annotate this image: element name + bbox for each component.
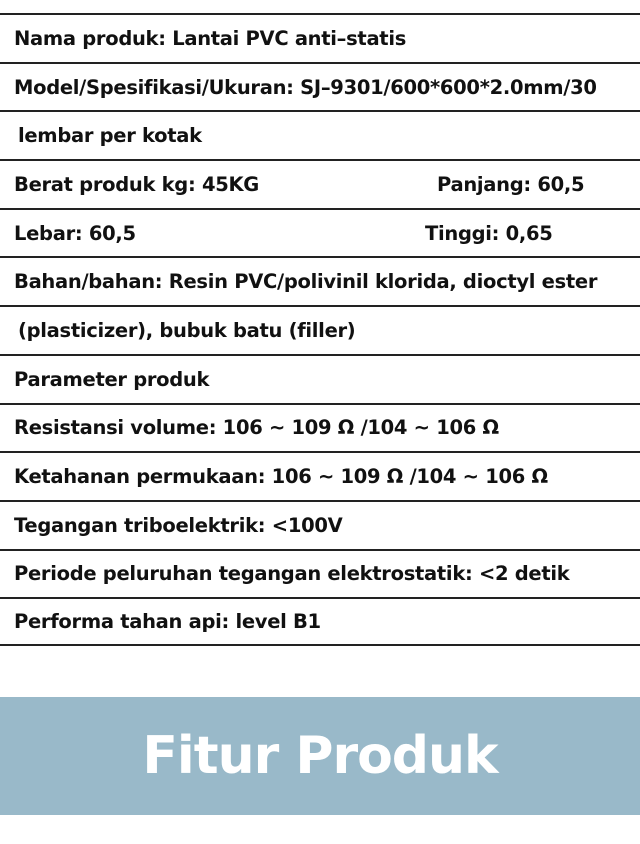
spec-row-decay: [0, 549, 640, 598]
spec-params: Parameter produk: [14, 367, 210, 391]
spec-table: [0, 13, 640, 646]
spec-height: Tinggi: 0,65: [425, 221, 553, 245]
spec-row-weight: [0, 159, 640, 208]
spec-tribo: Tegangan triboelektrik: <100V: [14, 513, 343, 537]
spec-row-material-cont: [0, 305, 640, 354]
spec-decay: Periode peluruhan tegangan elektrostatik: <2 detik: [14, 562, 570, 586]
spec-row-tribo: [0, 500, 640, 549]
spec-material-cont: (plasticizer), bubuk batu (filler): [18, 318, 356, 342]
feature-banner: [0, 697, 640, 815]
spec-row-params: [0, 354, 640, 403]
spec-surface-res: Ketahanan permukaan: 106 ~ 109 Ω /104 ~ 106 Ω: [14, 465, 548, 489]
spec-length: Panjang: 60,5: [437, 172, 585, 196]
banner-title: Fitur Produk: [142, 726, 498, 786]
spec-row-material: [0, 256, 640, 305]
spec-row-width: [0, 208, 640, 257]
spec-width: Lebar: 60,5: [14, 221, 136, 245]
spec-row-model-cont: [0, 110, 640, 159]
spec-row-surface-res: [0, 451, 640, 500]
spec-row-name: [0, 13, 640, 62]
spec-model-cont: lembar per kotak: [18, 124, 202, 148]
spec-weight: Berat produk kg: 45KG: [14, 172, 260, 196]
spec-row-fire: [0, 597, 640, 646]
spec-fire: Performa tahan api: level B1: [14, 610, 321, 634]
spec-volume-res: Resistansi volume: 106 ~ 109 Ω /104 ~ 106 Ω: [14, 416, 499, 440]
spec-name: Nama produk: Lantai PVC anti–statis: [14, 26, 407, 50]
spec-row-volume-res: [0, 403, 640, 452]
spec-material: Bahan/bahan: Resin PVC/polivinil klorida, dioctyl ester: [14, 270, 598, 294]
spec-row-model: [0, 62, 640, 111]
spec-model: Model/Spesifikasi/Ukuran: SJ–9301/600*600*2.0mm/30: [14, 75, 597, 99]
